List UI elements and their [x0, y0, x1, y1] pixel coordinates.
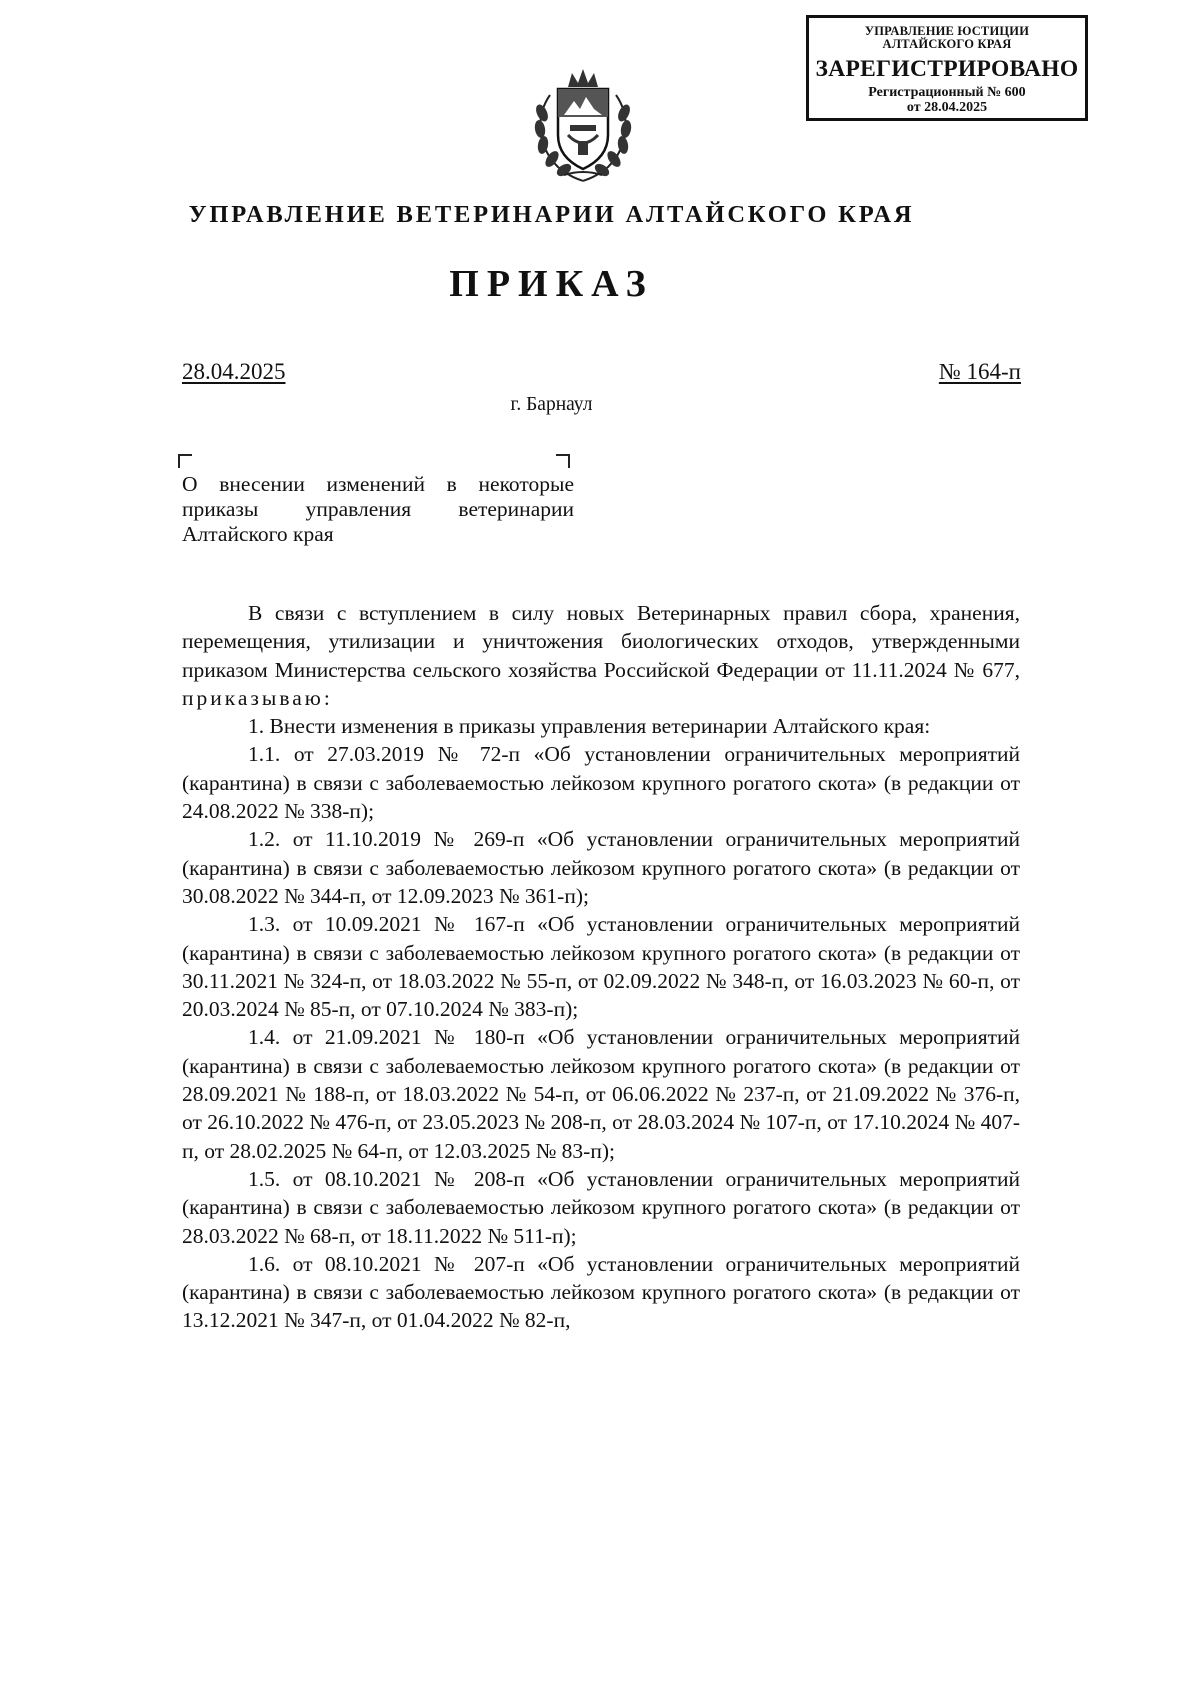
stamp-reg-number: Регистрационный № 600 — [868, 84, 1026, 100]
document-date: 28.04.2025 — [182, 359, 286, 384]
stamp-org-line2: АЛТАЙСКОГО КРАЯ — [882, 37, 1012, 52]
item-1-5: 1.5. от 08.10.2021 № 208-п «Об установлении ограничительных мероприятий (карантина) в связи с заболеваемостью лейкозом крупного рогатого скота» (в редакции от 28.03.2022 № 68-п, от 18.11.2022 № 511-п); — [182, 1166, 1020, 1248]
stamp-status: ЗАРЕГИСТРИРОВАНО — [815, 56, 1079, 83]
document-city: г. Барнаул — [510, 394, 593, 415]
item-1-4: 1.4. от 21.09.2021 № 180-п «Об установлении ограничительных мероприятий (карантина) в связи с заболеваемостью лейкозом крупного рогатого скота» (в редакции от 28.09.2021 № 188-п, от 18.03.2022 № 54-п, от 06.06.2022 № 237-п, от 21.09.2022 № 376-п, от 26.10.2022 № 476-п, от 23.05.2023 № 208-п, от 28.03.2024 № 107-п, от 17.10.2024 № 407-п, от 28.02.2025 № 64-п, от 12.03.2025 № 83-п); — [182, 1025, 1020, 1163]
item-1: 1. Внести изменения в приказы управления ветеринарии Алтайского края: — [248, 714, 931, 739]
item-1-3: 1.3. от 10.09.2021 № 167-п «Об установлении ограничительных мероприятий (карантина) в связи с заболеваемостью лейкозом крупного рогатого скота» (в редакции от 30.11.2021 № 324-п, от 18.03.2022 № 55-п, от 02.09.2022 № 348-п, от 16.03.2023 № 60-п, от 20.03.2024 № 85-п, от 07.10.2024 № 383-п); — [182, 912, 1020, 1022]
document-type: ПРИКАЗ — [449, 263, 654, 305]
stamp-reg-date: от 28.04.2025 — [906, 99, 988, 115]
altai-krai-coat-of-arms-icon — [528, 65, 638, 185]
preamble-command: приказываю: — [182, 685, 333, 710]
document-body — [182, 599, 1020, 1335]
subject-line: приказы управления ветеринарии — [182, 497, 574, 521]
preamble-text: В связи с вступлением в силу новых Ветеринарных правил сбора, хранения, перемещения, утилизации и уничтожения биологических отходов, утвержденными приказом Министерства сельского хозяйства Российской Федерации от 11.11.2024 № 677, — [182, 601, 1020, 682]
subject-corner-mark-left — [178, 454, 192, 468]
preamble-paragraph — [182, 599, 1020, 712]
item-1-2: 1.2. от 11.10.2019 № 269-п «Об установлении ограничительных мероприятий (карантина) в связи с заболеваемостью лейкозом крупного рогатого скота» (в редакции от 30.08.2022 № 344-п, от 12.09.2023 № 361-п); — [182, 827, 1020, 908]
subject-line: О внесении изменений в некоторые — [182, 472, 574, 496]
agency-name: УПРАВЛЕНИЕ ВЕТЕРИНАРИИ АЛТАЙСКОГО КРАЯ — [188, 201, 915, 228]
item-1-1: 1.1. от 27.03.2019 № 72-п «Об установлении ограничительных мероприятий (карантина) в связи с заболеваемостью лейкозом крупного рогатого скота» (в редакции от 24.08.2022 № 338-п); — [182, 742, 1020, 824]
subject-line: Алтайского края — [182, 522, 334, 546]
subject-corner-mark-right — [556, 454, 570, 468]
registration-stamp — [806, 15, 1088, 121]
item-1-6: 1.6. от 08.10.2021 № 207-п «Об установлении ограничительных мероприятий (карантина) в связи с заболеваемостью лейкозом крупного рогатого скота» (в редакции от 13.12.2021 № 347-п, от 01.04.2022 № 82-п, — [182, 1251, 1020, 1333]
stamp-org-line1: УПРАВЛЕНИЕ ЮСТИЦИИ — [864, 24, 1030, 38]
document-number: № 164-п — [938, 359, 1021, 384]
document-subject — [182, 472, 574, 547]
